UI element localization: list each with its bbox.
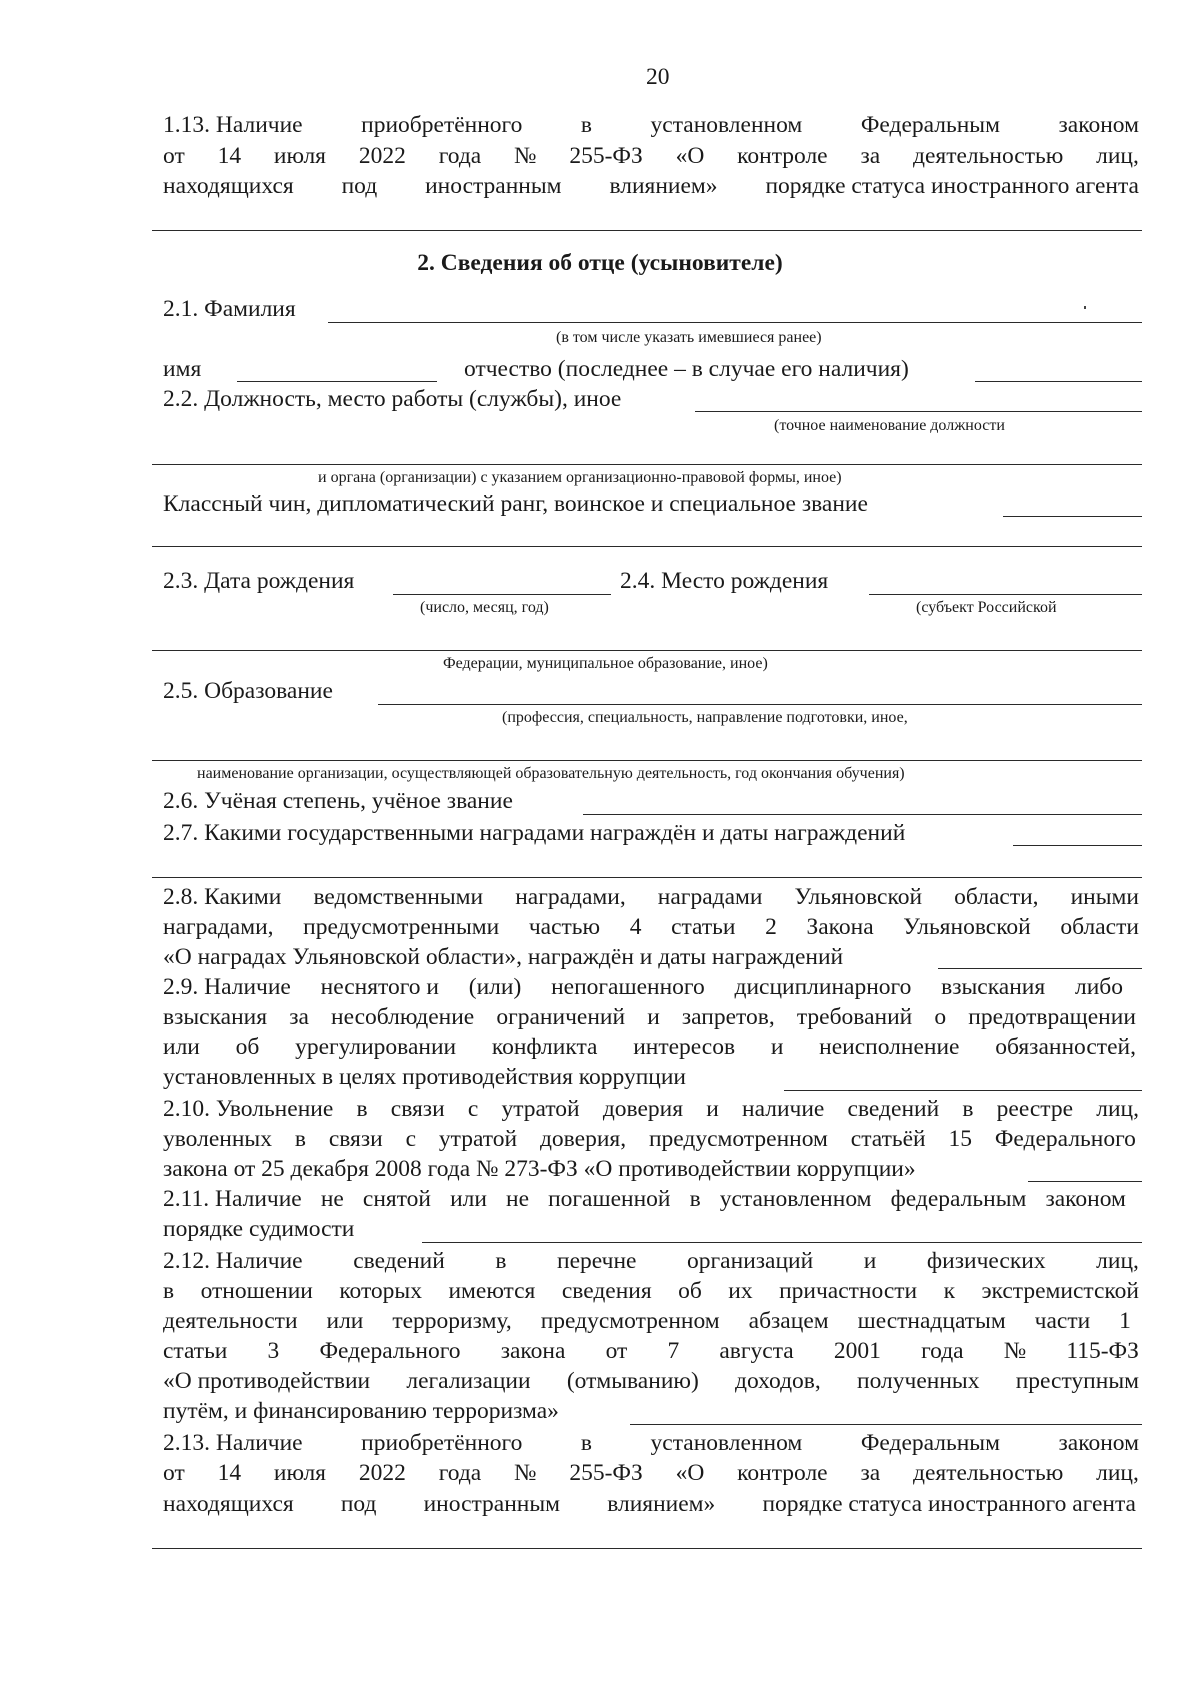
word: уволенных bbox=[163, 1126, 272, 1152]
word: 2.9. Наличие bbox=[163, 974, 291, 1000]
item-1-13-line-1 bbox=[163, 114, 1139, 138]
word: несоблюдение bbox=[331, 1004, 475, 1030]
word: непогашенного bbox=[551, 974, 705, 1000]
word: под bbox=[341, 173, 378, 199]
education-line[interactable] bbox=[378, 704, 1142, 705]
word: с bbox=[467, 1096, 479, 1122]
word: в bbox=[580, 1430, 592, 1456]
word: деятельностью bbox=[913, 143, 1064, 169]
field-2-3-label: 2.3. Дата рождения bbox=[163, 568, 355, 594]
word: законом bbox=[1058, 112, 1139, 138]
word: влиянием» bbox=[609, 173, 718, 199]
rank-line[interactable] bbox=[1003, 516, 1142, 517]
field-2-8-line-2 bbox=[163, 916, 1139, 940]
word: организаций bbox=[687, 1248, 814, 1274]
field-2-12-line-5 bbox=[163, 1370, 1139, 1394]
patronymic-line[interactable] bbox=[975, 381, 1142, 382]
birth-place-line-2[interactable] bbox=[152, 650, 1142, 651]
word: иностранным bbox=[425, 173, 562, 199]
word: 4 bbox=[629, 914, 642, 940]
word: порядке статуса иностранного агента bbox=[765, 173, 1139, 199]
word: 15 bbox=[948, 1126, 972, 1152]
word: части bbox=[1034, 1308, 1091, 1334]
word: связи bbox=[390, 1096, 445, 1122]
field-2-8-line-1 bbox=[163, 886, 1139, 910]
word: «О противодействии bbox=[163, 1368, 371, 1394]
word: в bbox=[962, 1096, 974, 1122]
organization-line[interactable] bbox=[152, 464, 1142, 465]
field-2-11-line-2: порядке судимости bbox=[163, 1216, 355, 1242]
word: утратой bbox=[438, 1126, 518, 1152]
word: за bbox=[860, 143, 881, 169]
field-2-3-hint: (число, месяц, год) bbox=[420, 599, 549, 616]
word: августа bbox=[719, 1338, 794, 1364]
word: статьи bbox=[671, 914, 736, 940]
word: предусмотренном bbox=[540, 1308, 720, 1334]
word: и bbox=[706, 1096, 719, 1122]
word: Федеральным bbox=[860, 1430, 1000, 1456]
word: имеются bbox=[448, 1278, 536, 1304]
education-line-2[interactable] bbox=[152, 760, 1142, 761]
word: иными bbox=[1070, 884, 1139, 910]
word: порядке статуса иностранного агента bbox=[762, 1491, 1136, 1517]
word: к bbox=[943, 1278, 955, 1304]
word: законом bbox=[1058, 1430, 1139, 1456]
word: Ульяновской bbox=[794, 884, 923, 910]
word: наградами, bbox=[163, 914, 274, 940]
word: области bbox=[1060, 914, 1139, 940]
state-awards-line[interactable] bbox=[1013, 845, 1142, 846]
word: неснятого и bbox=[320, 974, 440, 1000]
word: 115-ФЗ bbox=[1066, 1338, 1139, 1364]
word: установленном bbox=[650, 112, 803, 138]
answer-line[interactable] bbox=[152, 230, 1142, 231]
word: отношении bbox=[200, 1278, 313, 1304]
word: утратой bbox=[501, 1096, 580, 1122]
field-2-4-hint-1: (субъект Российской bbox=[916, 599, 1057, 616]
word: Федеральным bbox=[860, 112, 1000, 138]
word: 255-ФЗ bbox=[569, 1460, 643, 1486]
item-1-13-line-2 bbox=[163, 145, 1139, 169]
field-2-10-line-3: закона от 25 декабря 2008 года № 273-ФЗ «О противодействии коррупции» bbox=[163, 1156, 916, 1182]
word: доходов, bbox=[735, 1368, 821, 1394]
word: федеральным bbox=[890, 1186, 1027, 1212]
field-2-9-line-1 bbox=[163, 976, 1123, 1000]
birth-place-line[interactable] bbox=[869, 594, 1142, 595]
word: урегулировании bbox=[295, 1034, 457, 1060]
conviction-line[interactable] bbox=[422, 1242, 1142, 1243]
word: ведомственными bbox=[313, 884, 484, 910]
word: или bbox=[163, 1034, 200, 1060]
word: статьёй bbox=[850, 1126, 926, 1152]
surname-line[interactable] bbox=[328, 322, 1142, 323]
word: либо bbox=[1074, 974, 1123, 1000]
foreign-agent-line[interactable] bbox=[152, 1548, 1142, 1549]
word: Ульяновской bbox=[903, 914, 1031, 940]
word: конфликта bbox=[491, 1034, 598, 1060]
word: Федерального bbox=[994, 1126, 1136, 1152]
word: сведения bbox=[561, 1278, 652, 1304]
word: находящихся bbox=[163, 173, 294, 199]
word: физических bbox=[926, 1248, 1046, 1274]
word: Федерального bbox=[319, 1338, 461, 1364]
word: 255-ФЗ bbox=[569, 143, 643, 169]
word: 2.8. Какими bbox=[163, 884, 282, 910]
field-name-label: имя bbox=[163, 356, 202, 382]
word: в bbox=[495, 1248, 507, 1274]
word: 14 bbox=[217, 1460, 242, 1486]
word: 2.12. Наличие bbox=[163, 1248, 303, 1274]
word: контроле bbox=[737, 1460, 828, 1486]
word: № bbox=[1003, 1338, 1027, 1364]
word: от bbox=[605, 1338, 628, 1364]
word: предусмотренном bbox=[648, 1126, 828, 1152]
word: 2.11. Наличие bbox=[163, 1186, 302, 1212]
word: Закона bbox=[806, 914, 874, 940]
field-2-10-line-2 bbox=[163, 1128, 1136, 1152]
degree-line[interactable] bbox=[583, 814, 1142, 815]
word: закона bbox=[500, 1338, 566, 1364]
word: частью bbox=[528, 914, 601, 940]
word: ограничений bbox=[496, 1004, 626, 1030]
word: и bbox=[647, 1004, 660, 1030]
word: легализации bbox=[406, 1368, 531, 1394]
word: лиц, bbox=[1096, 1248, 1139, 1274]
word: года bbox=[438, 143, 482, 169]
item-1-13-line-3 bbox=[163, 175, 1139, 199]
word: об bbox=[235, 1034, 260, 1060]
word: абзацем bbox=[748, 1308, 829, 1334]
word: в bbox=[356, 1096, 368, 1122]
word: области, bbox=[954, 884, 1039, 910]
field-2-12-line-1 bbox=[163, 1250, 1139, 1274]
word: от bbox=[163, 1460, 185, 1486]
word: полученных bbox=[857, 1368, 980, 1394]
word: и bbox=[863, 1248, 877, 1274]
word: 2.13. Наличие bbox=[163, 1430, 303, 1456]
word: «О bbox=[675, 1460, 705, 1486]
word: с bbox=[405, 1126, 417, 1152]
field-2-2-label: 2.2. Должность, место работы (службы), иное bbox=[163, 386, 622, 412]
word: в bbox=[689, 1186, 701, 1212]
word: 1 bbox=[1119, 1308, 1131, 1334]
word: не bbox=[320, 1186, 344, 1212]
word: доверия bbox=[602, 1096, 684, 1122]
word: запретов, bbox=[681, 1004, 775, 1030]
word: терроризму, bbox=[392, 1308, 512, 1334]
field-2-12-line-2 bbox=[163, 1280, 1139, 1304]
field-2-12-line-3 bbox=[163, 1310, 1131, 1334]
word: предусмотренными bbox=[303, 914, 500, 940]
word: предотвращении bbox=[968, 1004, 1136, 1030]
field-2-1-label: 2.1. Фамилия bbox=[163, 296, 296, 322]
word: погашенной bbox=[548, 1186, 671, 1212]
field-2-5-label: 2.5. Образование bbox=[163, 678, 333, 704]
field-2-2-hint-1: (точное наименование должности bbox=[774, 417, 1005, 434]
word: 2.10. Увольнение bbox=[163, 1096, 334, 1122]
word: в bbox=[294, 1126, 306, 1152]
word: № bbox=[514, 143, 537, 169]
word: № bbox=[514, 1460, 537, 1486]
field-2-1-hint: (в том числе указать имевшиеся ранее) bbox=[556, 329, 822, 346]
word: преступным bbox=[1015, 1368, 1139, 1394]
word: 2022 bbox=[358, 143, 406, 169]
word: сведений bbox=[353, 1248, 445, 1274]
word: под bbox=[340, 1491, 377, 1517]
field-2-4-hint-2: Федерации, муниципальное образование, иное) bbox=[443, 655, 768, 672]
word: (или) bbox=[468, 974, 522, 1000]
word: взыскания bbox=[941, 974, 1046, 1000]
word: законом bbox=[1045, 1186, 1126, 1212]
word: установленном bbox=[650, 1430, 803, 1456]
word: влиянием» bbox=[607, 1491, 716, 1517]
word: июля bbox=[273, 1460, 326, 1486]
word: года bbox=[921, 1338, 964, 1364]
word: об bbox=[678, 1278, 702, 1304]
word: лиц, bbox=[1096, 1460, 1139, 1486]
rank-label: Классный чин, дипломатический ранг, воинское и специальное звание bbox=[163, 491, 868, 517]
word: и bbox=[770, 1034, 784, 1060]
word: лиц, bbox=[1096, 143, 1139, 169]
field-2-7-label: 2.7. Какими государственными наградами награждён и даты награждений bbox=[163, 820, 906, 846]
word: в bbox=[163, 1278, 175, 1304]
field-2-11-line-1 bbox=[163, 1188, 1126, 1212]
name-line[interactable] bbox=[237, 381, 437, 382]
word: 2 bbox=[765, 914, 777, 940]
word: (отмыванию) bbox=[566, 1368, 699, 1394]
word: за bbox=[289, 1004, 309, 1030]
field-2-5-hint-2: наименование организации, осуществляющей образовательную деятельность, год окончания обучения) bbox=[197, 765, 905, 782]
field-2-12-line-4 bbox=[163, 1340, 1139, 1364]
word: интересов bbox=[633, 1034, 736, 1060]
dismissal-line[interactable] bbox=[1028, 1181, 1142, 1182]
word: контроле bbox=[737, 143, 828, 169]
word: или bbox=[326, 1308, 364, 1334]
word: о bbox=[934, 1004, 947, 1030]
word: 7 bbox=[667, 1338, 680, 1364]
rank-line-2[interactable] bbox=[152, 546, 1142, 547]
word: перечне bbox=[557, 1248, 637, 1274]
field-2-13-line-2 bbox=[163, 1462, 1139, 1486]
word: в bbox=[580, 112, 592, 138]
word: обязанностей, bbox=[995, 1034, 1136, 1060]
field-2-9-line-4: установленных в целях противодействия коррупции bbox=[163, 1064, 687, 1090]
word: года bbox=[438, 1460, 482, 1486]
word: лиц, bbox=[1096, 1096, 1139, 1122]
position-line[interactable] bbox=[695, 411, 1142, 412]
word: от bbox=[163, 143, 185, 169]
section-title: 2. Сведения об отце (усыновителе) bbox=[417, 250, 783, 276]
word: шестнадцатым bbox=[857, 1308, 1006, 1334]
field-patronymic-label: отчество (последнее – в случае его наличия) bbox=[464, 356, 909, 382]
word: наградами, bbox=[515, 884, 626, 910]
word: находящихся bbox=[163, 1491, 294, 1517]
word: наличие bbox=[742, 1096, 825, 1122]
word: или bbox=[450, 1186, 487, 1212]
word: неисполнение bbox=[819, 1034, 960, 1060]
word: приобретённого bbox=[361, 112, 523, 138]
word: снятой bbox=[362, 1186, 431, 1212]
word: за bbox=[860, 1460, 881, 1486]
word: 2022 bbox=[358, 1460, 406, 1486]
extremism-line[interactable] bbox=[630, 1424, 1142, 1425]
word: требований bbox=[796, 1004, 913, 1030]
word: приобретённого bbox=[361, 1430, 523, 1456]
word: деятельности bbox=[163, 1308, 298, 1334]
word: 2001 bbox=[833, 1338, 881, 1364]
disciplinary-line[interactable] bbox=[784, 1090, 1142, 1091]
field-2-5-hint-1: (профессия, специальность, направление подготовки, иное, bbox=[502, 709, 908, 726]
field-2-13-line-3 bbox=[163, 1493, 1136, 1517]
birth-date-line[interactable] bbox=[393, 594, 611, 595]
field-2-10-line-1 bbox=[163, 1098, 1139, 1122]
word: статьи bbox=[163, 1338, 228, 1364]
field-2-8-line-3: «О наградах Ульяновской области», награждён и даты награждений bbox=[163, 944, 844, 970]
word: 14 bbox=[217, 143, 242, 169]
word: экстремистской bbox=[981, 1278, 1139, 1304]
word: причастности bbox=[779, 1278, 918, 1304]
other-awards-line[interactable] bbox=[938, 968, 1142, 969]
page-number: 20 bbox=[646, 64, 670, 90]
word: 1.13. Наличие bbox=[163, 112, 303, 138]
word: взыскания bbox=[163, 1004, 268, 1030]
word: дисциплинарного bbox=[734, 974, 912, 1000]
field-2-13-line-1 bbox=[163, 1432, 1139, 1456]
word: 3 bbox=[267, 1338, 280, 1364]
field-2-12-line-6: путём, и финансированию терроризма» bbox=[163, 1398, 559, 1424]
word: июля bbox=[273, 143, 326, 169]
field-2-9-line-3 bbox=[163, 1036, 1136, 1060]
word: не bbox=[506, 1186, 530, 1212]
stray-mark bbox=[1084, 306, 1086, 309]
word: сведений bbox=[847, 1096, 940, 1122]
word: связи bbox=[328, 1126, 383, 1152]
word: наградами bbox=[657, 884, 763, 910]
word: деятельностью bbox=[913, 1460, 1064, 1486]
word: их bbox=[728, 1278, 753, 1304]
field-2-6-label: 2.6. Учёная степень, учёное звание bbox=[163, 788, 513, 814]
field-2-2-hint-2: и органа (организации) с указанием организационно-правовой формы, иное) bbox=[318, 469, 842, 486]
word: иностранным bbox=[423, 1491, 561, 1517]
word: установленном bbox=[719, 1186, 872, 1212]
word: доверия, bbox=[539, 1126, 627, 1152]
word: реестре bbox=[996, 1096, 1074, 1122]
word: которых bbox=[339, 1278, 422, 1304]
word: «О bbox=[675, 143, 705, 169]
field-2-4-label: 2.4. Место рождения bbox=[620, 568, 829, 594]
field-2-9-line-2 bbox=[163, 1006, 1136, 1030]
state-awards-line-2[interactable] bbox=[152, 877, 1142, 878]
